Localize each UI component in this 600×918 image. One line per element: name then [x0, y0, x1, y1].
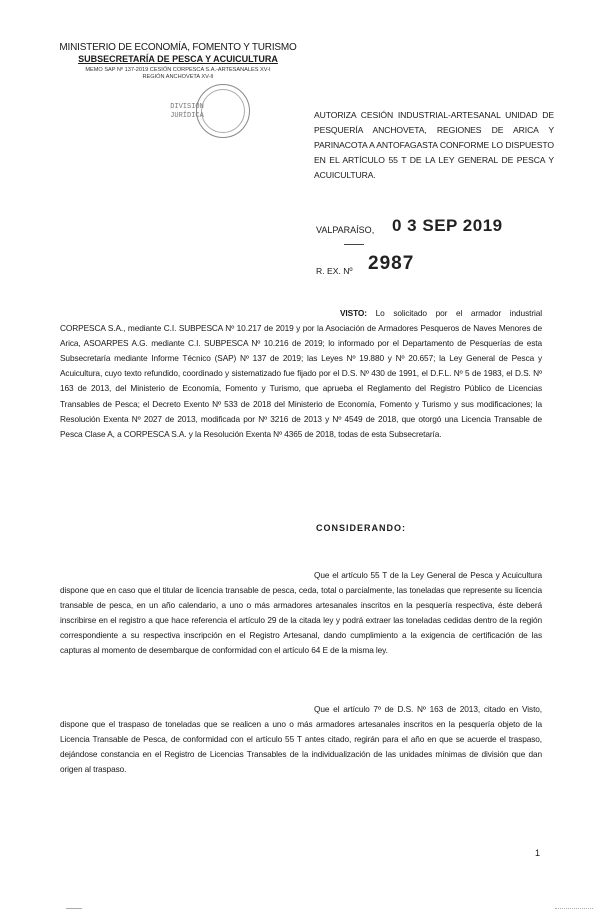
footer-mark-right [555, 908, 593, 909]
visto-text: Lo solicitado por el armador industrial CORPESCA S.A., mediante C.I. SUBPESCA Nº 10.217 de 2019 y por la Asociación de Armadores Pesqueros de Naves Menores de Arica, ASOARPES A.G. mediante C.I. SUBPESCA Nº 10.216 de 2019; lo informado por el Departamento de Pesquerías de esta Subsecretaría mediante Informe Técnico (SAP) Nº 137 de 2019; las Leyes Nº 19.880 y Nº 20.657; la Ley General de Pesca y Acuicultura, cuyo texto refundido, coordinado y sistematizado fue fijado por el D.S. Nº 430 de 1991, el D.F.L. Nº 5 de 1983, el D.S. Nº 163 de 2013, del Ministerio de Economía, Fomento y Turismo, que aprueba el Reglamento del Registro Público de Licencias Transables de Pesca; el Decreto Exento Nº 533 de 2018 del Ministerio de Economía, Fomento y Turismo y sus modificaciones; la Resolución Exenta Nº 2027 de 2013, modificada por Nº 3216 de 2013 y Nº 4549 de 2018, que otorgó una Licencia Transable de Pesca Clase A, a CORPESCA S.A. y la Resolución Exenta Nº 4365 de 2018, todas de esta Subsecretaría. [60, 308, 542, 439]
resolution-label: R. EX. Nº [316, 266, 353, 276]
considerando-paragraph-2: Que el artículo 7º de D.S. Nº 163 de 2013, citado en Visto, dispone que el traspaso de toneladas que se realicen a uno o más armadores artesanales inscritos en la pesquería objeto de la Licencia Transable de Pesca, de conformidad con el artículo 55 T antes citado, regirán para el año en que se acuerde el traspaso, dejándose constancia en el Registro de Licencias Transables de la individualización de las unidades mínimas de división que dan origen al traspaso. [60, 704, 542, 775]
resolution-date-stamp: 0 3 SEP 2019 [392, 216, 503, 235]
ministry-name: MINISTERIO DE ECONOMÍA, FOMENTO Y TURISMO [59, 42, 297, 53]
considerando-paragraph-1: Que el artículo 55 T de la Ley General de Pesca y Acuicultura dispone que en caso que el titular de licencia transable de pesca, ceda, total o parcialmente, las toneladas que represente su licencia transable de pesca, en un año calendario, a uno o más armadores artesanales inscritos en la pesquería respectiva, éste deberá inscribirse en el registro a que hace referencia el artículo 29 de la citada ley y podrá extraer las toneladas cedidas dentro de la región correspondiente a su respectiva inscripción en el Registro Artesanal, dando cumplimiento a la exigencia de certificación de las capturas al momento de desembarque de conformidad con el artículo 64 E de la misma ley. [60, 570, 542, 656]
subsecretaria-name: SUBSECRETARÍA DE PESCA Y ACUICULTURA [78, 54, 278, 64]
resolution-title: AUTORIZA CESIÓN INDUSTRIAL-ARTESANAL UNIDAD DE PESQUERÍA ANCHOVETA, REGIONES DE ARICA Y PARINACOTA A ANTOFAGASTA CONFORME LO DISPUESTO EN EL ARTÍCULO 55 T DE LA LEY GENERAL DE PESCA Y ACUICULTURA. [314, 110, 554, 180]
place-label: VALPARAÍSO, [316, 225, 375, 235]
resolution-number: 2987 [368, 253, 415, 274]
document-header [58, 42, 298, 80]
region-reference: REGIÓN ANCHOVETA XV-II [142, 74, 214, 80]
visto-lead: VISTO: [340, 308, 367, 318]
division-stamp-text: DIVISIÓN JURÍDICA [170, 103, 204, 120]
footer-mark-left [66, 908, 82, 909]
page-number: 1 [535, 848, 541, 858]
memo-reference: MEMO SAP Nº 137-2019 CESIÓN CORPESCA S.A.-ARTESANALES XV-I [85, 67, 271, 73]
considerando-heading: CONSIDERANDO: [316, 523, 407, 533]
divider-dash [344, 244, 364, 245]
visto-paragraph [60, 306, 542, 442]
